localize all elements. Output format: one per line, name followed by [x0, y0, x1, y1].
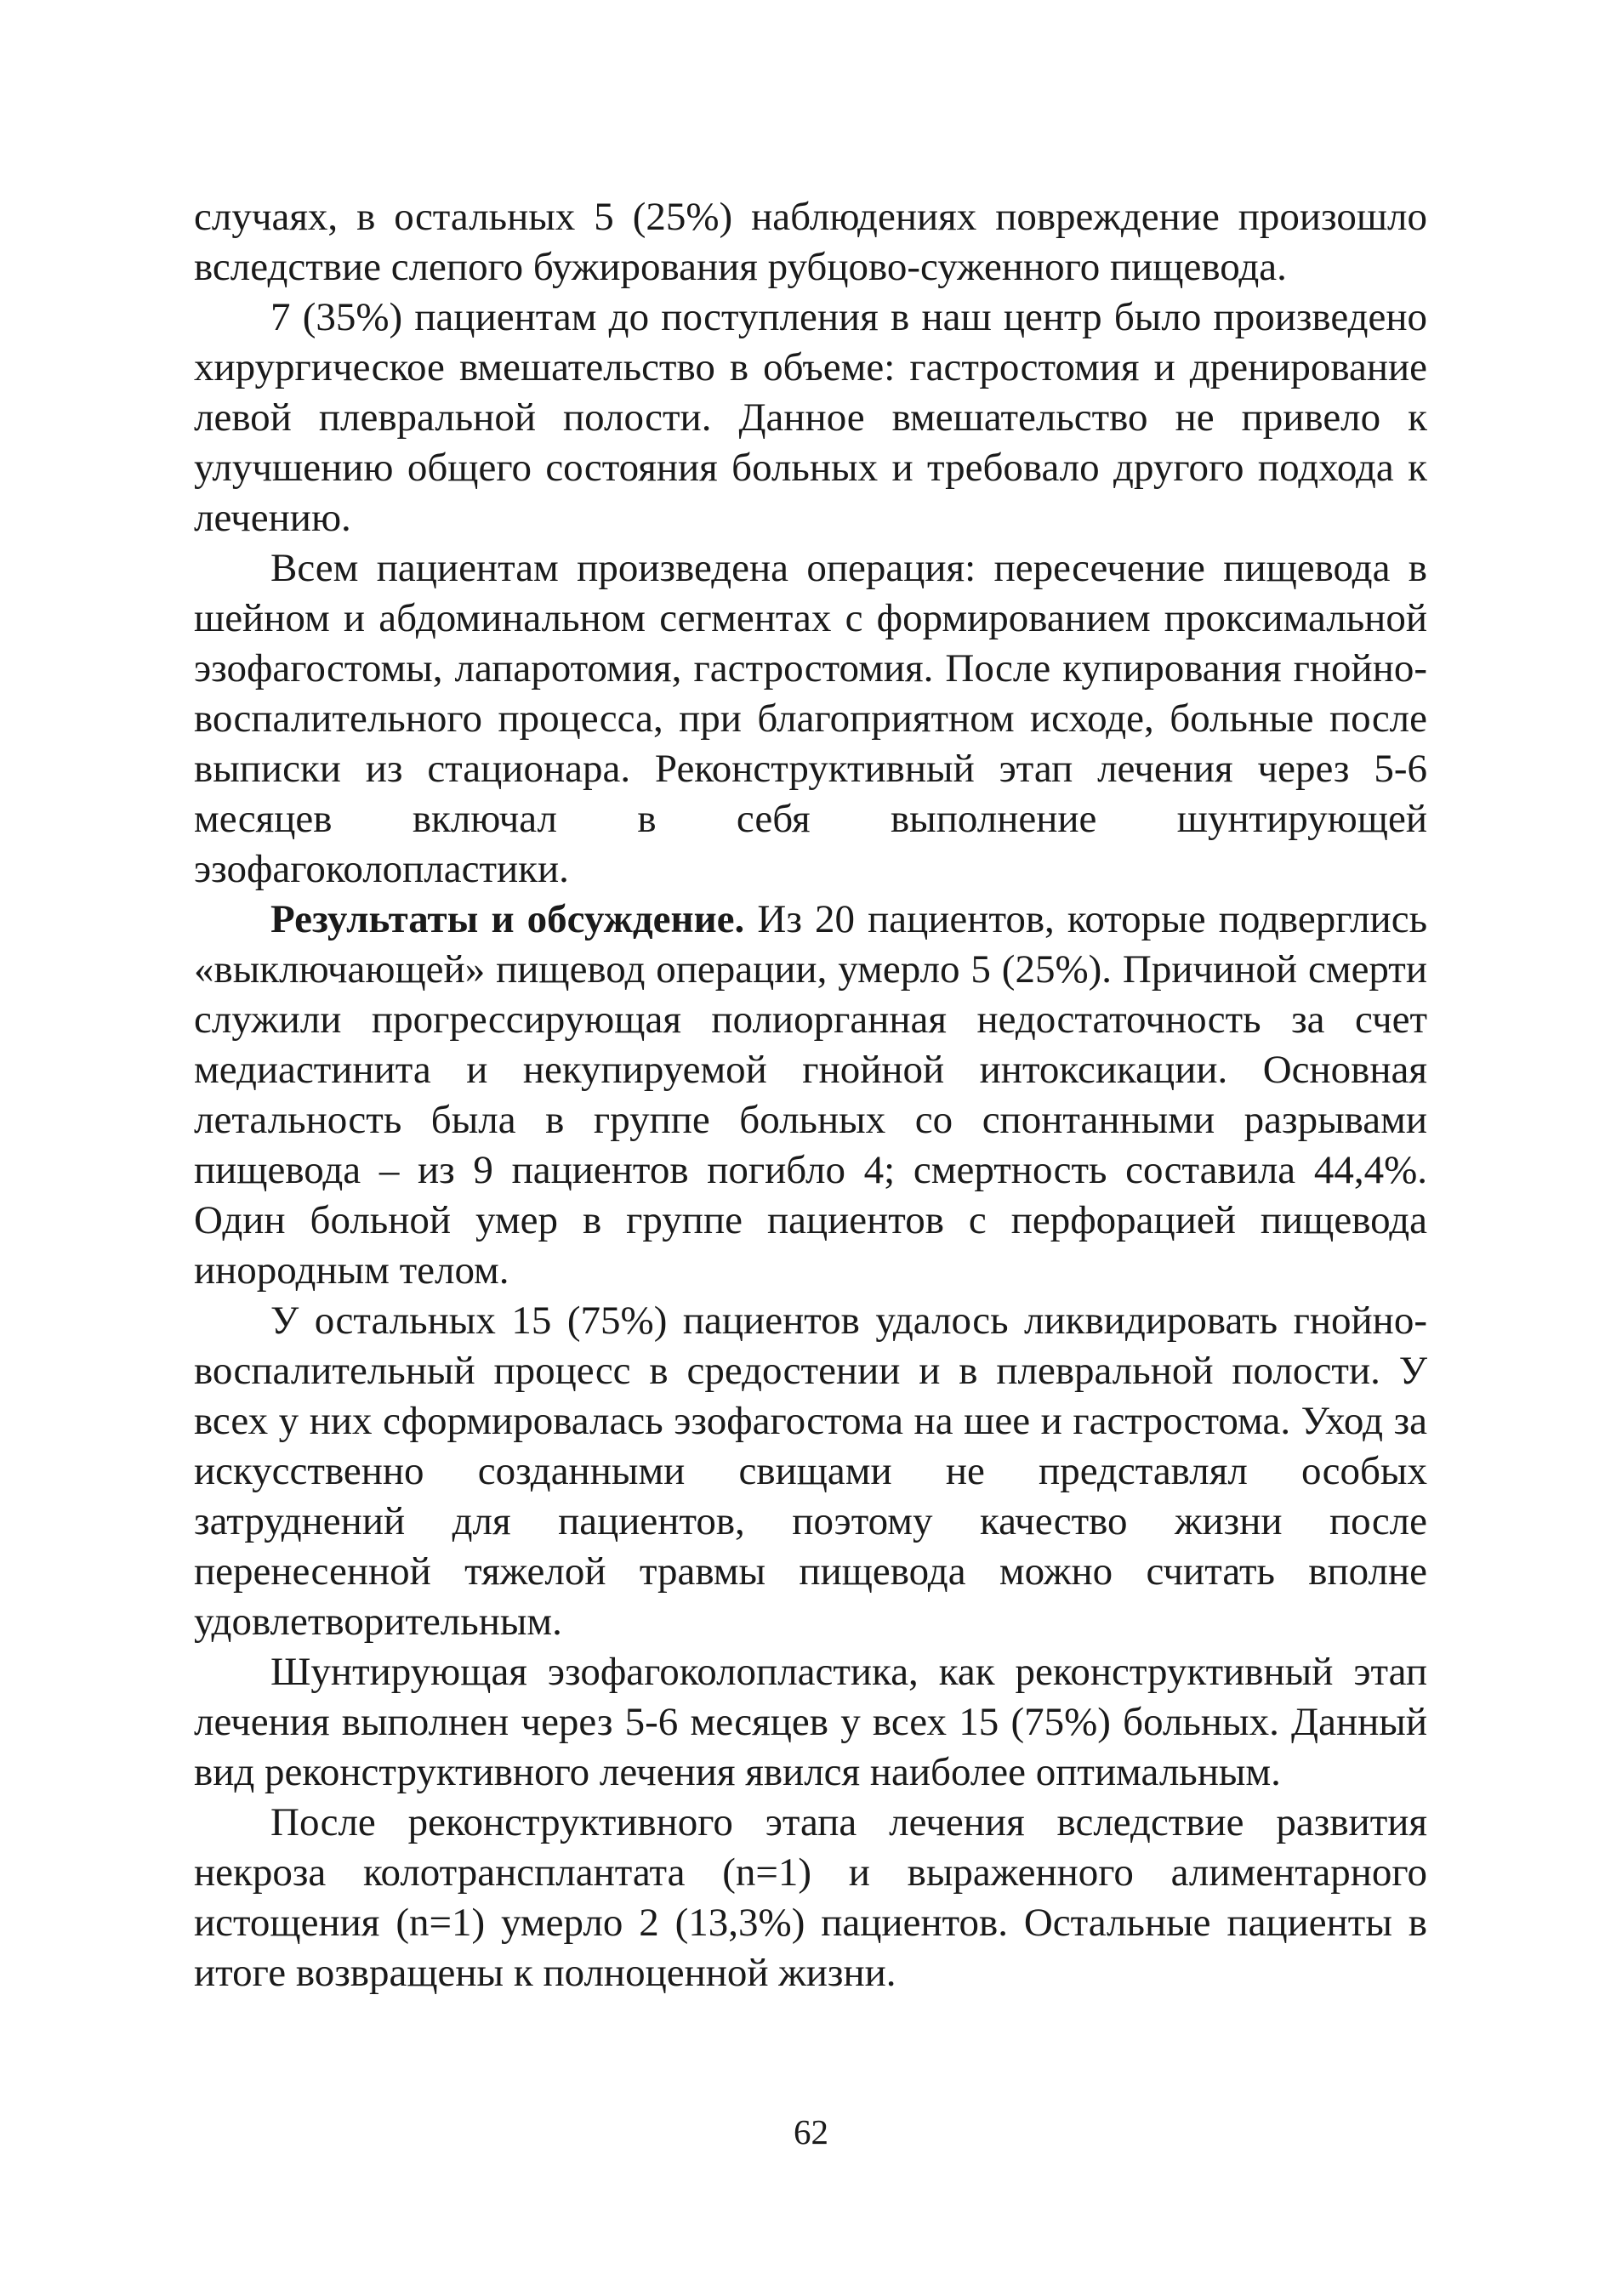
paragraph-text: случаях, в остальных 5 (25%) наблюдениях повреждение произошло вследствие слепого бужирования рубцово-суженного пищевода. — [194, 195, 1427, 289]
paragraph-text: Из 20 пациентов, которые подверглись «выключающей» пищевод операции, умерло 5 (25%). Причиной смерти служили прогрессирующая полиорганная недостаточность за счет медиастинита и некупируемой гнойной интоксикации. Основная летальность была в группе больных со спонтанными разрывами пищевода – из 9 пациентов погибло 4; смертность составила 44,4%. Один больной умер в группе пациентов с перфорацией пищевода инородным телом. — [194, 897, 1428, 1293]
paragraph-results — [194, 895, 1427, 1296]
paragraph-outcomes — [194, 1798, 1427, 1998]
paragraph-text: Всем пациентам произведена операция: пересечение пищевода в шейном и абдоминальном сегментах с формированием проксимальной эзофагостомы, лапаротомия, гастростомия. После купирования гнойно-воспалительного процесса, при благоприятном исходе, больные после выписки из стационара. Реконструктивный этап лечения через 5-6 месяцев включал в себя выполнение шунтирующей эзофагоколопластики. — [194, 546, 1427, 891]
paragraph-survivors — [194, 1296, 1427, 1647]
paragraph-text: 7 (35%) пациентам до поступления в наш центр было произведено хирургическое вмешательство в объеме: гастростомия и дренирование левой плевральной полости. Данное вмешательство не привело к улучшению общего состояния больных и требовало другого подхода к лечению. — [194, 295, 1427, 540]
paragraph-text: После реконструктивного этапа лечения вследствие развития некроза колотрансплантата (n=1) и выраженного алиментарного истощения (n=1) умерло 2 (13,3%) пациентов. Остальные пациенты в итоге возвращены к полноценной жизни. — [194, 1800, 1427, 1995]
page-number: 62 — [794, 2112, 828, 2151]
paragraph-continuation — [194, 192, 1427, 293]
paragraph-text: У остальных 15 (75%) пациентов удалось ликвидировать гнойно-воспалительный процесс в средостении и в плевральной полости. У всех у них сформировалась эзофагостома на шее и гастростома. Уход за искусственно созданными свищами не представлял особых затруднений для пациентов, поэтому качество жизни после перенесенной тяжелой травмы пищевода можно считать вполне удовлетворительным. — [194, 1299, 1427, 1644]
paragraph-reconstruction — [194, 1647, 1427, 1798]
paragraph-previous-surgery — [194, 293, 1427, 543]
section-heading-results: Результаты и обсуждение. — [270, 897, 745, 941]
page-body — [194, 192, 1427, 1998]
paragraph-operation — [194, 543, 1427, 895]
paragraph-text: Шунтирующая эзофагоколопластика, как реконструктивный этап лечения выполнен через 5-6 месяцев у всех 15 (75%) больных. Данный вид реконструктивного лечения явился наиболее оптимальным. — [194, 1650, 1427, 1794]
